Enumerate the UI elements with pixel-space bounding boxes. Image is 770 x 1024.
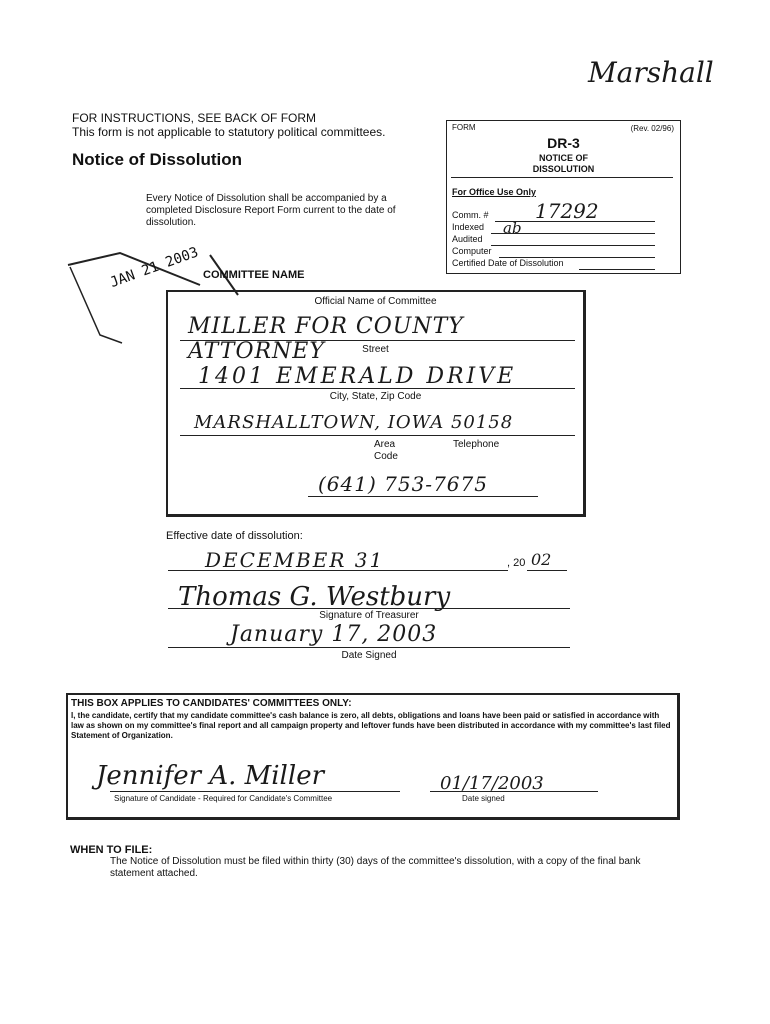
form-id-box xyxy=(446,120,681,274)
committee-name-label: COMMITTEE NAME xyxy=(203,269,305,281)
certified-date-label: Certified Date of Dissolution xyxy=(452,258,564,268)
date-signed-label: Date Signed xyxy=(341,650,397,661)
candidate-signature-label: Signature of Candidate - Required for Candidate's Committee xyxy=(114,794,333,803)
form-label: FORM xyxy=(452,123,476,132)
street-value: 1401 EMERALD DRIVE xyxy=(198,364,517,389)
indexed-label: Indexed xyxy=(452,222,485,232)
candidate-committee-box xyxy=(66,693,680,820)
revision-label: (Rev. 02/96) xyxy=(630,124,674,133)
audited-label: Audited xyxy=(452,234,483,244)
comm-number-label: Comm. # xyxy=(452,210,489,220)
form-title: Notice of Dissolution xyxy=(72,150,242,169)
computer-label: Computer xyxy=(452,246,492,256)
street-label: Street xyxy=(362,344,389,355)
form-subtitle-1: NOTICE OF xyxy=(539,153,588,163)
comm-number-value: 17292 xyxy=(535,199,599,223)
when-to-file-text: The Notice of Dissolution must be filed within thirty (30) days of the committee's dissolution, with a copy of the final bank statement attached. xyxy=(110,856,641,879)
instructions-heading: FOR INSTRUCTIONS, SEE BACK OF FORM xyxy=(72,111,317,125)
dissolution-date-value: DECEMBER 31 xyxy=(205,548,385,572)
when-to-file-heading: WHEN TO FILE: xyxy=(70,844,153,856)
city-state-zip-label: City, State, Zip Code xyxy=(329,391,422,402)
city-state-zip-value: MARSHALLTOWN, IOWA 50158 xyxy=(194,412,514,433)
treasurer-date-signed-value: January 17, 2003 xyxy=(230,622,438,647)
candidate-date-signed-value: 01/17/2003 xyxy=(440,773,544,794)
dissolution-year-value: 02 xyxy=(531,550,552,569)
stamp-date: JAN 21 2003 xyxy=(108,244,201,292)
handwritten-county-note: Marshall xyxy=(588,56,714,89)
treasurer-signature-label: Signature of Treasurer xyxy=(319,610,419,621)
candidate-box-heading: THIS BOX APPLIES TO CANDIDATES' COMMITTEES ONLY: xyxy=(71,698,352,709)
telephone-label: Telephone xyxy=(453,439,500,450)
candidate-date-signed-label: Date signed xyxy=(462,794,505,803)
official-name-value: MILLER FOR COUNTY ATTORNEY xyxy=(188,314,464,364)
treasurer-signature: Thomas G. Westbury xyxy=(178,582,451,612)
committee-box xyxy=(166,290,586,517)
accompany-text: Every Notice of Dissolution shall be accompanied by a completed Disclosure Report Form current to the date of dissolution. xyxy=(146,193,396,228)
form-code: DR-3 xyxy=(547,135,580,151)
official-name-label: Official Name of Committee xyxy=(314,296,437,307)
candidate-certification-text: I, the candidate, certify that my candidate committee's cash balance is zero, all debts, obligations and loans have been paid or satisfied in accordance with law as shown on my committee's final report and all campaign property and leftover funds have been distributed in accordance with my committee's last filed Statement of Organization. xyxy=(71,711,671,740)
office-use-label: For Office Use Only xyxy=(452,187,537,197)
effective-date-label: Effective date of dissolution: xyxy=(166,530,303,542)
form-subtitle-2: DISSOLUTION xyxy=(532,164,595,174)
not-applicable-note: This form is not applicable to statutory political committees. xyxy=(72,125,386,139)
year-prefix: , 20 xyxy=(507,557,526,569)
indexed-value: ab xyxy=(503,219,522,237)
area-code-label-1: Area xyxy=(374,439,396,450)
telephone-value: (641) 753-7675 xyxy=(318,472,488,496)
area-code-label-2: Code xyxy=(374,451,398,462)
candidate-signature: Jennifer A. Miller xyxy=(96,761,325,791)
